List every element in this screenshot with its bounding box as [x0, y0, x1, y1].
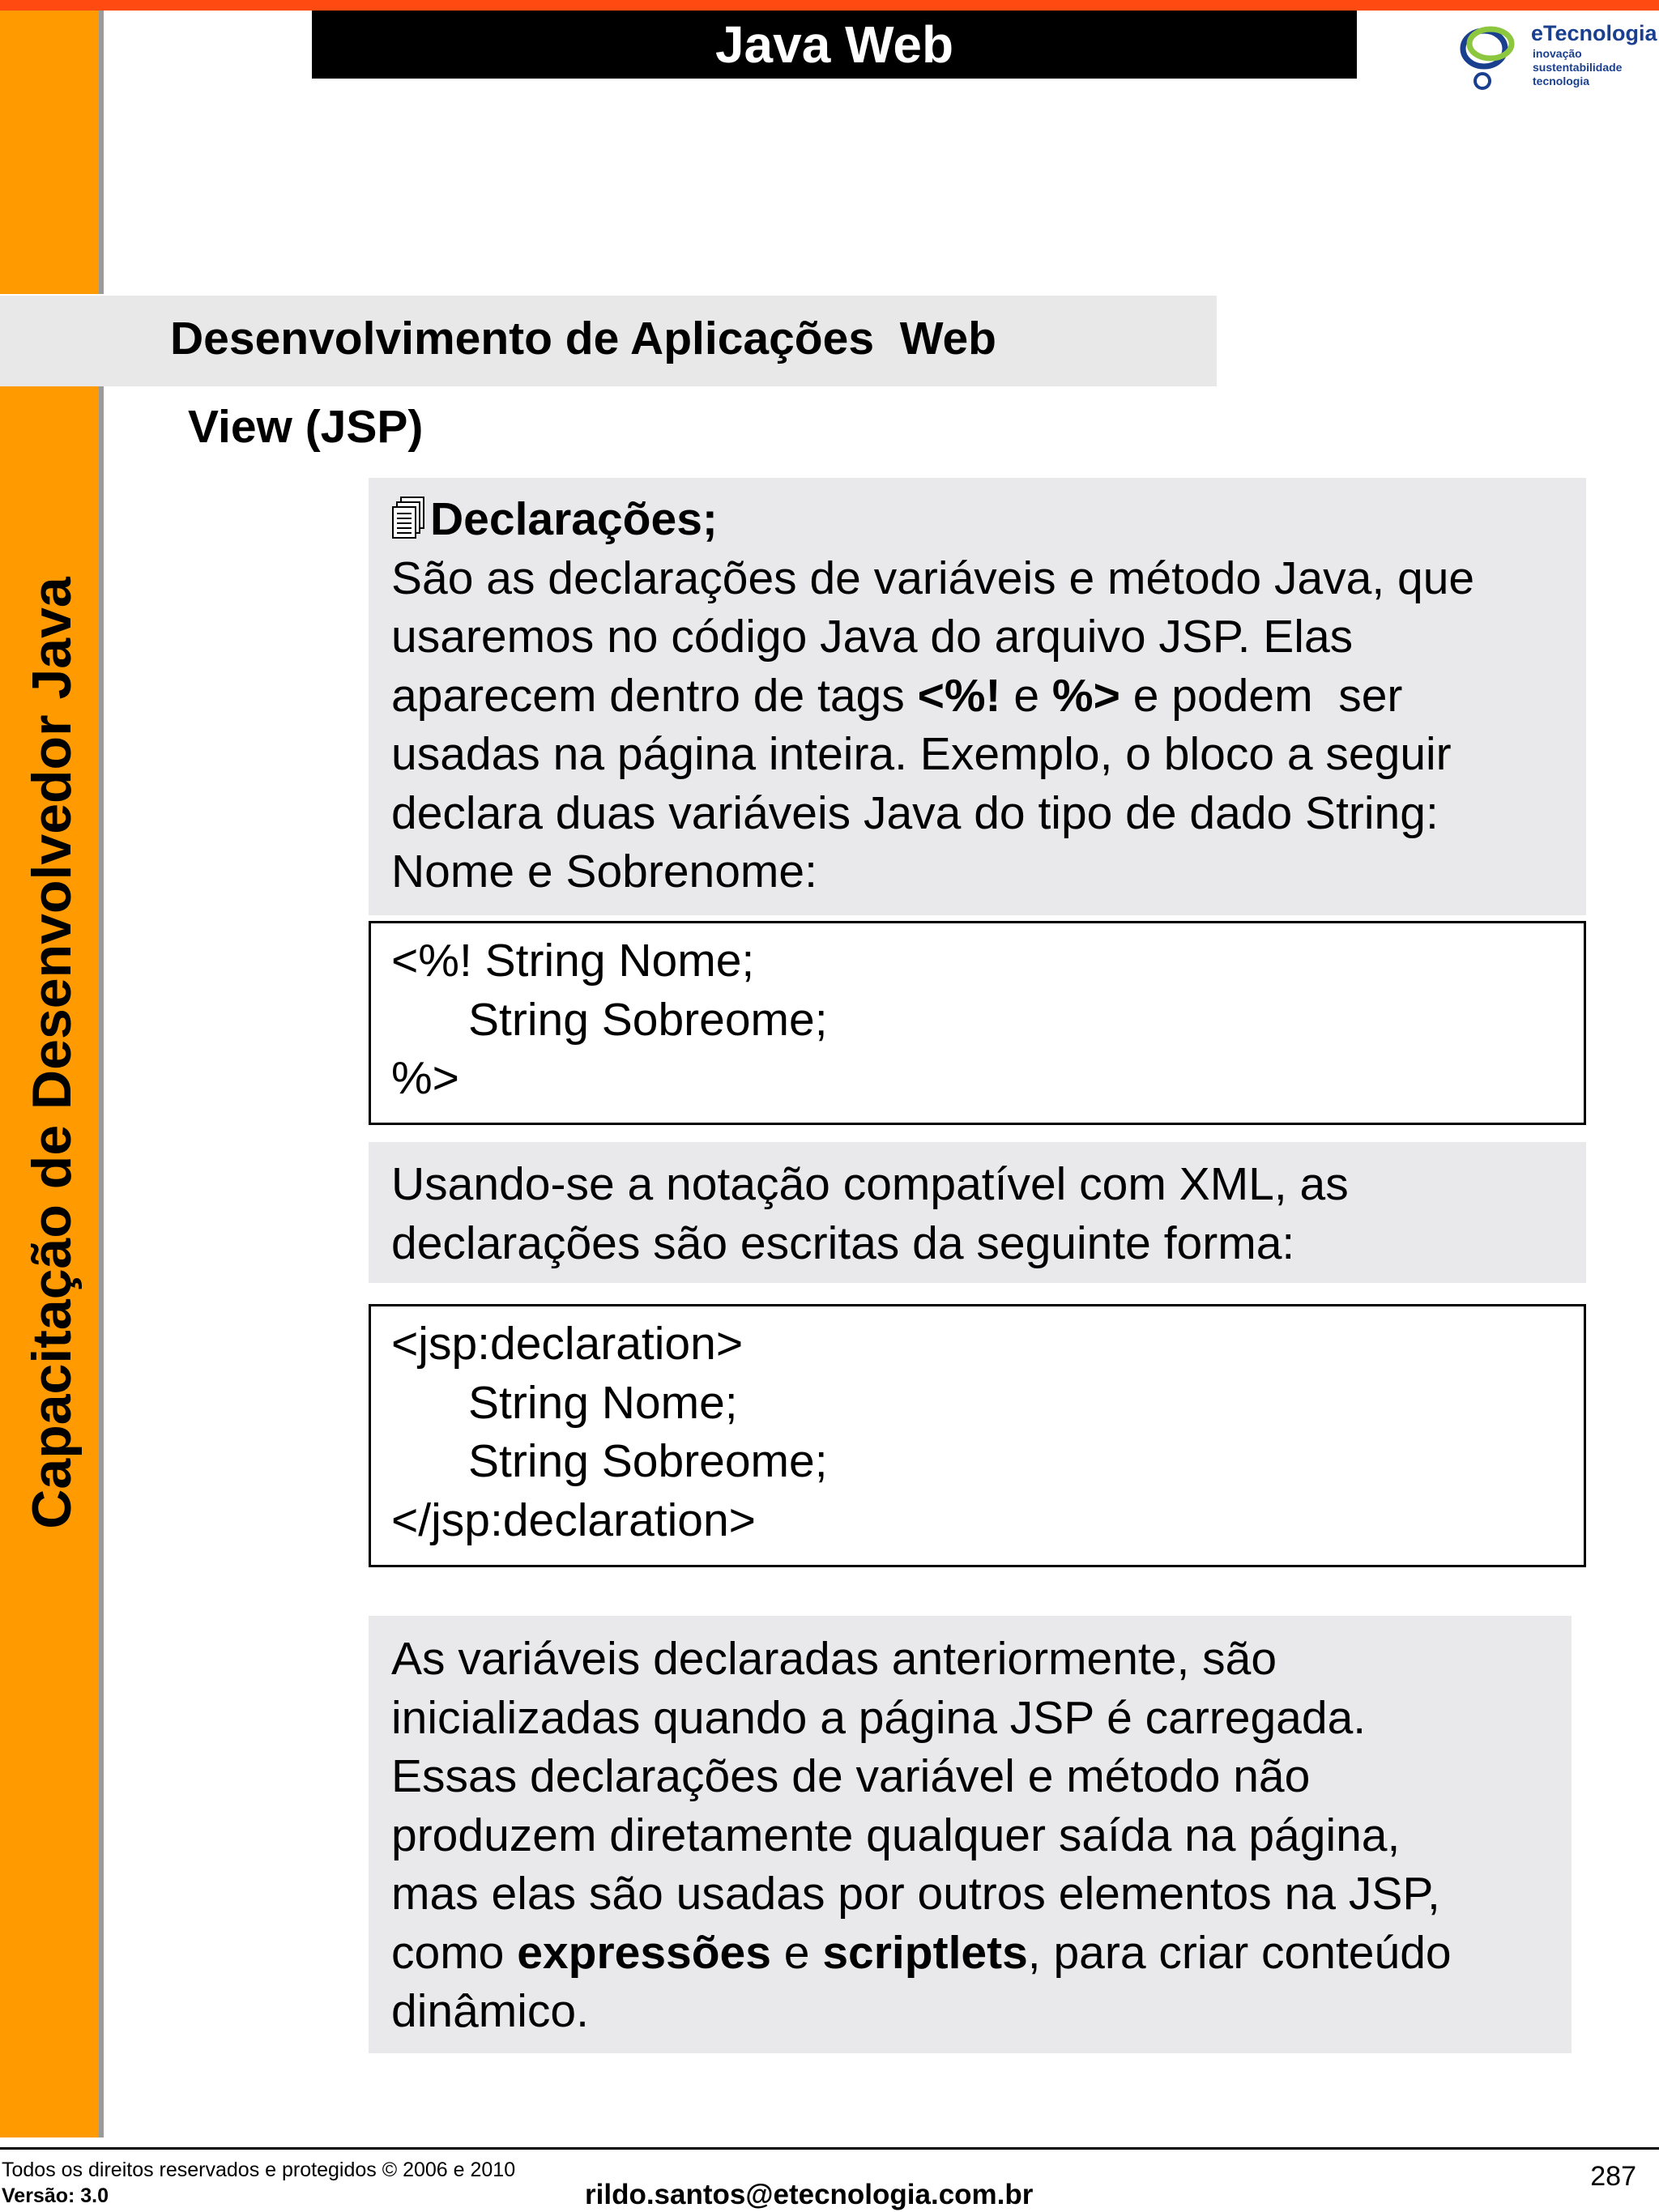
footer-divider [0, 2147, 1659, 2150]
top-accent-bar [0, 0, 1659, 11]
section-subtitle: View (JSP) [188, 401, 424, 453]
final-note-end: , para criar conteúdo dinâmico. [391, 1926, 1452, 2037]
declaracoes-text [391, 490, 1474, 901]
declaracoes-body-end: e podem ser usadas na página inteira. Exemplo, o bloco a seguir declara duas variáveis Java do tipo de dado String: Nome e Sobrenome: [391, 669, 1452, 897]
declaracoes-heading: Declarações; [430, 493, 718, 545]
page-number: 287 [1590, 2161, 1636, 2192]
code-declaration-text: <%! String Nome; String Sobreome; %> [391, 935, 828, 1104]
footer-copyright: Todos os direitos reservados e protegidos © 2006 e 2010 [2, 2159, 516, 2181]
declaracoes-connector: e [1000, 669, 1052, 722]
term-scriptlets: scriptlets [822, 1926, 1028, 1979]
code-xml-text: <jsp:declaration> String Nome; String Sobreome; </jsp:declaration> [391, 1318, 828, 1546]
final-note-body: As variáveis declaradas anteriormente, são inicializadas quando a página JSP é carregada. Essas declarações de variável e método não produzem diretamente qualquer saída na página, mas elas são usadas por outros elementos na JSP, como [391, 1633, 1440, 1979]
logo-tagline: inovação [1533, 47, 1582, 60]
tag-close-code: %> [1051, 669, 1120, 722]
etecnologia-logo [1450, 16, 1659, 97]
footer-version: Versão: 3.0 [2, 2184, 109, 2207]
sidebar-top-block [0, 11, 104, 294]
logo-tagline: sustentabilidade [1533, 61, 1623, 74]
footer-email: rildo.santos@etecnologia.com.br [585, 2179, 1034, 2210]
tag-open-code: <%! [917, 669, 1001, 722]
logo-name: eTecnologia [1531, 21, 1657, 45]
document-icon [391, 496, 427, 541]
final-note-connector: e [770, 1926, 823, 1979]
page-title: Java Web [312, 11, 1357, 79]
sidebar-title: Capacitação de Desenvolvedor Java [21, 577, 83, 1529]
final-note-text [391, 1630, 1452, 2041]
xml-note-text: Usando-se a notação compatível com XML, as declarações são escritas da seguinte forma: [391, 1158, 1349, 1269]
logo-rings-icon [1450, 16, 1528, 91]
declaracoes-body: São as declarações de variáveis e método Java, que usaremos no código Java do arquivo JSP. Elas aparecem dentro de tags [391, 552, 1475, 722]
term-expressoes: expressões [517, 1926, 771, 1979]
section-title: Desenvolvimento de Aplicações Web [170, 313, 996, 364]
logo-tagline: tecnologia [1533, 75, 1590, 87]
